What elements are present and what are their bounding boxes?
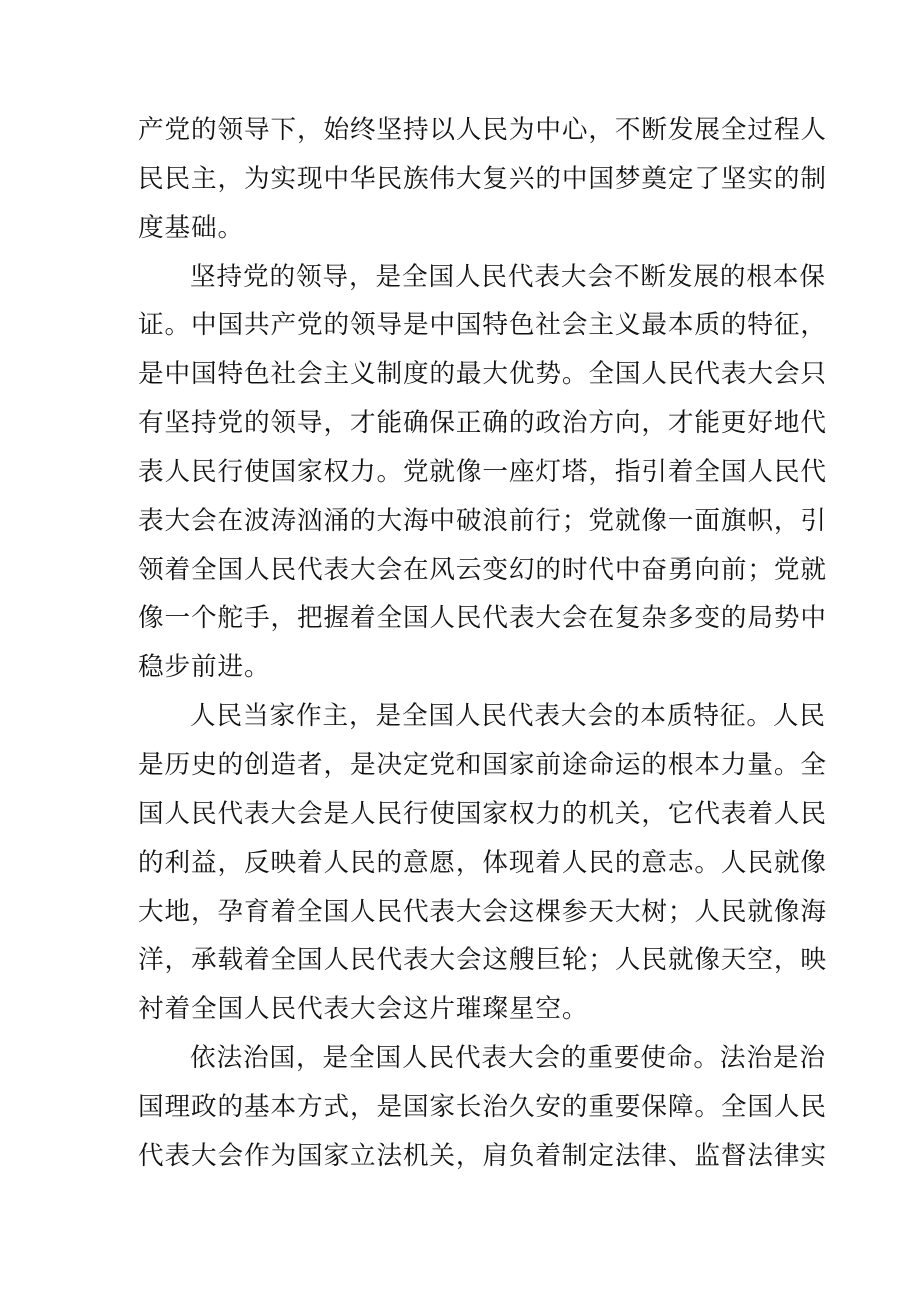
text-line: 有坚持党的领导，才能确保正确的政治方向，才能更好地代 <box>138 408 827 439</box>
text-line: 是历史的创造者，是决定党和国家前途命运的根本力量。全 <box>138 749 827 780</box>
text-line: 领着全国人民代表大会在风云变幻的时代中奋勇向前；党就 <box>138 554 827 585</box>
text-line: 表大会在波涛汹涌的大海中破浪前行；党就像一面旗帜，引 <box>138 505 827 536</box>
text-line: 代表大会作为国家立法机关，肩负着制定法律、监督法律实 <box>138 1140 827 1171</box>
text-line: 衬着全国人民代表大会这片璀璨星空。 <box>138 994 589 1025</box>
text-line: 大地，孕育着全国人民代表大会这棵参天大树；人民就像海 <box>138 896 827 927</box>
text-line: 表人民行使国家权力。党就像一座灯塔，指引着全国人民代 <box>138 456 827 487</box>
text-line: 稳步前进。 <box>138 652 271 683</box>
text-line: 度基础。 <box>138 212 244 243</box>
text-line: 产党的领导下，始终坚持以人民为中心，不断发展全过程人 <box>138 115 827 145</box>
text-line: 的利益，反映着人民的意愿，体现着人民的意志。人民就像 <box>138 847 827 878</box>
document-body <box>138 106 827 1181</box>
paragraph-start-line: 坚持党的领导，是全国人民代表大会不断发展的根本保 <box>190 261 826 292</box>
text-line: 民民主，为实现中华民族伟大复兴的中国梦奠定了坚实的制 <box>138 163 827 194</box>
text-line: 洋，承载着全国人民代表大会这艘巨轮；人民就像天空，映 <box>138 945 827 976</box>
text-line: 像一个舵手，把握着全国人民代表大会在复杂多变的局势中 <box>138 603 827 634</box>
text-line: 是中国特色社会主义制度的最大优势。全国人民代表大会只 <box>138 359 827 390</box>
text-line: 证。中国共产党的领导是中国特色社会主义最本质的特征， <box>138 310 827 341</box>
text-line: 国人民代表大会是人民行使国家权力的机关，它代表着人民 <box>138 798 827 829</box>
paragraph-start-line: 依法治国，是全国人民代表大会的重要使命。法治是治 <box>190 1043 826 1074</box>
text-line: 国理政的基本方式，是国家长治久安的重要保障。全国人民 <box>138 1091 827 1122</box>
paragraph-start-line: 人民当家作主，是全国人民代表大会的本质特征。人民 <box>190 701 826 732</box>
